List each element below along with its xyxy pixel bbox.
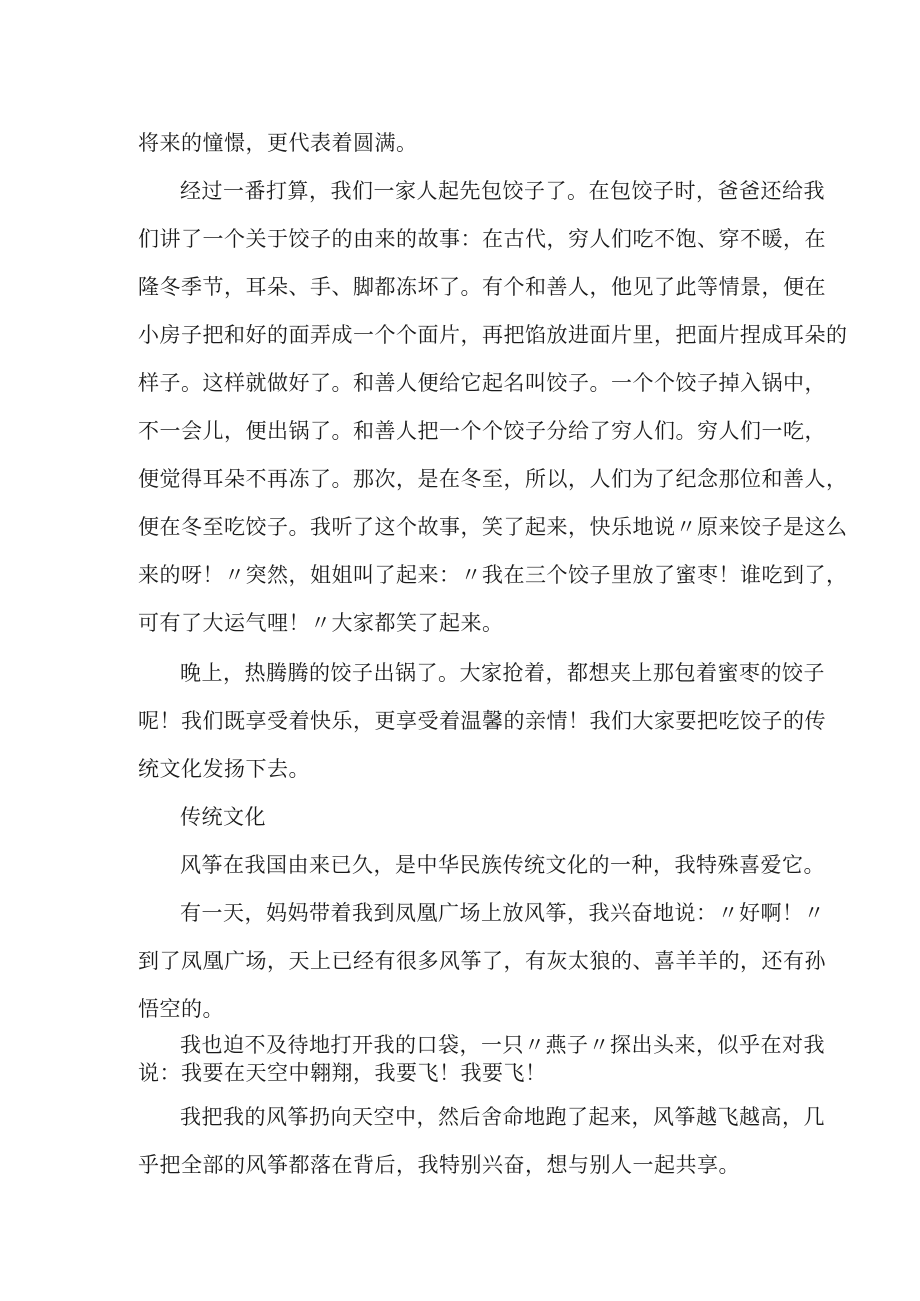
text-line-19: 悟空的。 xyxy=(138,997,224,1021)
text-line-7: 不一会儿，便出锅了。和善人把一个个饺子分给了穷人们。穷人们一吃， xyxy=(138,419,826,443)
text-line-5: 小房子把和好的面弄成一个个面片，再把馅放进面片里，把面片捏成耳朵的 xyxy=(138,323,848,347)
text-line-14: 统文化发扬下去。 xyxy=(138,757,310,781)
text-line-6: 样子。这样就做好了。和善人便给它起名叫饺子。一个个饺子掉入锅中， xyxy=(138,371,826,395)
text-line-12: 晚上，热腾腾的饺子出锅了。大家抢着，都想夹上那包着蜜枣的饺子 xyxy=(180,661,825,685)
text-line-18: 到了凤凰广场，天上已经有很多风筝了，有灰太狼的、喜羊羊的，还有孙 xyxy=(138,949,826,973)
text-line-17: 有一天，妈妈带着我到凤凰广场上放风筝，我兴奋地说：〃好啊！〃 xyxy=(180,901,825,925)
text-line-21: 说：我要在天空中翱翔，我要飞！我要飞！ xyxy=(138,1061,547,1085)
text-line-1: 将来的憧憬，更代表着圆满。 xyxy=(138,131,418,155)
text-line-8: 便觉得耳朵不再冻了。那次，是在冬至，所以，人们为了纪念那位和善人， xyxy=(138,467,848,491)
text-line-20: 我也迫不及待地打开我的口袋，一只〃燕子〃探出头来，似乎在对我 xyxy=(180,1033,825,1057)
text-line-10: 来的呀！〃突然，姐姐叫了起来：〃我在三个饺子里放了蜜枣！谁吃到了， xyxy=(138,563,848,587)
section-heading: 传统文化 xyxy=(180,805,266,829)
text-line-16: 风筝在我国由来已久，是中华民族传统文化的一种，我特殊喜爱它。 xyxy=(180,853,825,877)
text-line-13: 呢！我们既享受着快乐，更享受着温馨的亲情！我们大家要把吃饺子的传 xyxy=(138,709,826,733)
text-line-23: 乎把全部的风筝都落在背后，我特别兴奋，想与别人一起共享。 xyxy=(138,1153,740,1177)
text-line-11: 可有了大运气哩！〃大家都笑了起来。 xyxy=(138,611,504,635)
text-line-2: 经过一番打算，我们一家人起先包饺子了。在包饺子时，爸爸还给我 xyxy=(180,179,825,203)
text-line-3: 们讲了一个关于饺子的由来的故事：在古代，穷人们吃不饱、穿不暖，在 xyxy=(138,227,826,251)
text-line-4: 隆冬季节，耳朵、手、脚都冻坏了。有个和善人，他见了此等情景，便在 xyxy=(138,275,826,299)
text-line-9: 便在冬至吃饺子。我听了这个故事，笑了起来，快乐地说〃原来饺子是这么 xyxy=(138,515,848,539)
text-line-22: 我把我的风筝扔向天空中，然后舍命地跑了起来，风筝越飞越高，几 xyxy=(180,1105,825,1129)
